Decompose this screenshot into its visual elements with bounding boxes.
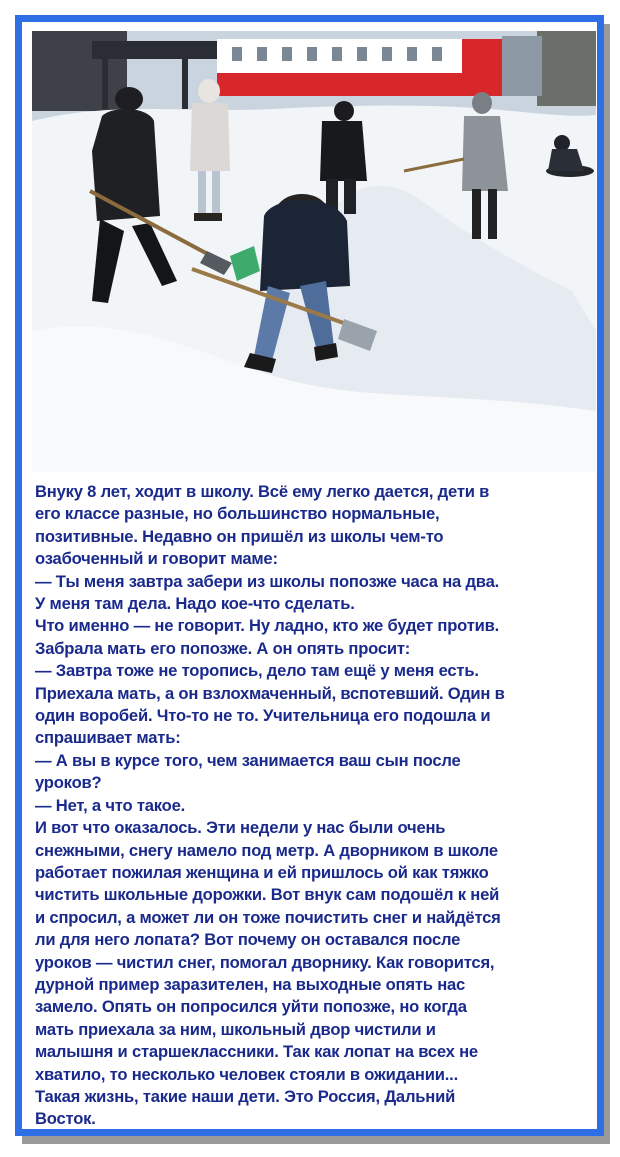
building-red-block bbox=[462, 39, 502, 96]
story-text: Внуку 8 лет, ходит в школу. Всё ему легко дается, дети в его классе разные, но большинство нормальные, позитивные. Недавно он пришёл из школы чем-то озабоченный и говорит маме: — Ты меня завтра забери из школы попозже часа на два. У меня там дела. Надо кое-что сделать. Что именно — не говорит. Ну ладно, кто же будет против. Забрала мать его попозже. А он опять просит: — Завтра тоже не торопись, дело там ещё у меня есть. Приехала мать, а он взлохмаченный, вспотевший. Один в один воробей. Что-то не то. Учительница его подошла и спрашивает мать: — А вы в курсе того, чем занимается ваш сын после уроков? — Нет, а что такое. И вот что оказалось. Эти недели у нас были очень снежными, снегу намело под метр. А дворником в школе работает пожилая женщина и ей пришлось ой как тяжко чистить школьные дорожки. Вот внук сам подошёл к ней и спросил, а может ли он тоже почистить снег и найдётся ли для него лопата? Вот почему он оставался после уроков — чистил снег, помогал дворнику. Как говорится, дурной пример заразителен, на выходные опять нас замело. Опять он попросился уйти попозже, но когда мать приехала за ним, школьный двор чистили и малышня и старшеклассники. Так как лопат на всех не хватило, то несколько человек стояли в ожидании... Такая жизнь, такие наши дети. Это Россия, Дальний Восток. bbox=[35, 482, 505, 1129]
canopy-post bbox=[102, 59, 108, 109]
snow-cleaning-photo bbox=[32, 31, 596, 472]
story-card bbox=[15, 15, 604, 1136]
canopy-post bbox=[182, 59, 188, 109]
building-windows bbox=[232, 47, 442, 61]
photo-scene bbox=[32, 31, 596, 472]
building-red-stripe bbox=[217, 73, 487, 96]
trees bbox=[537, 31, 596, 106]
distant-building bbox=[502, 36, 542, 96]
